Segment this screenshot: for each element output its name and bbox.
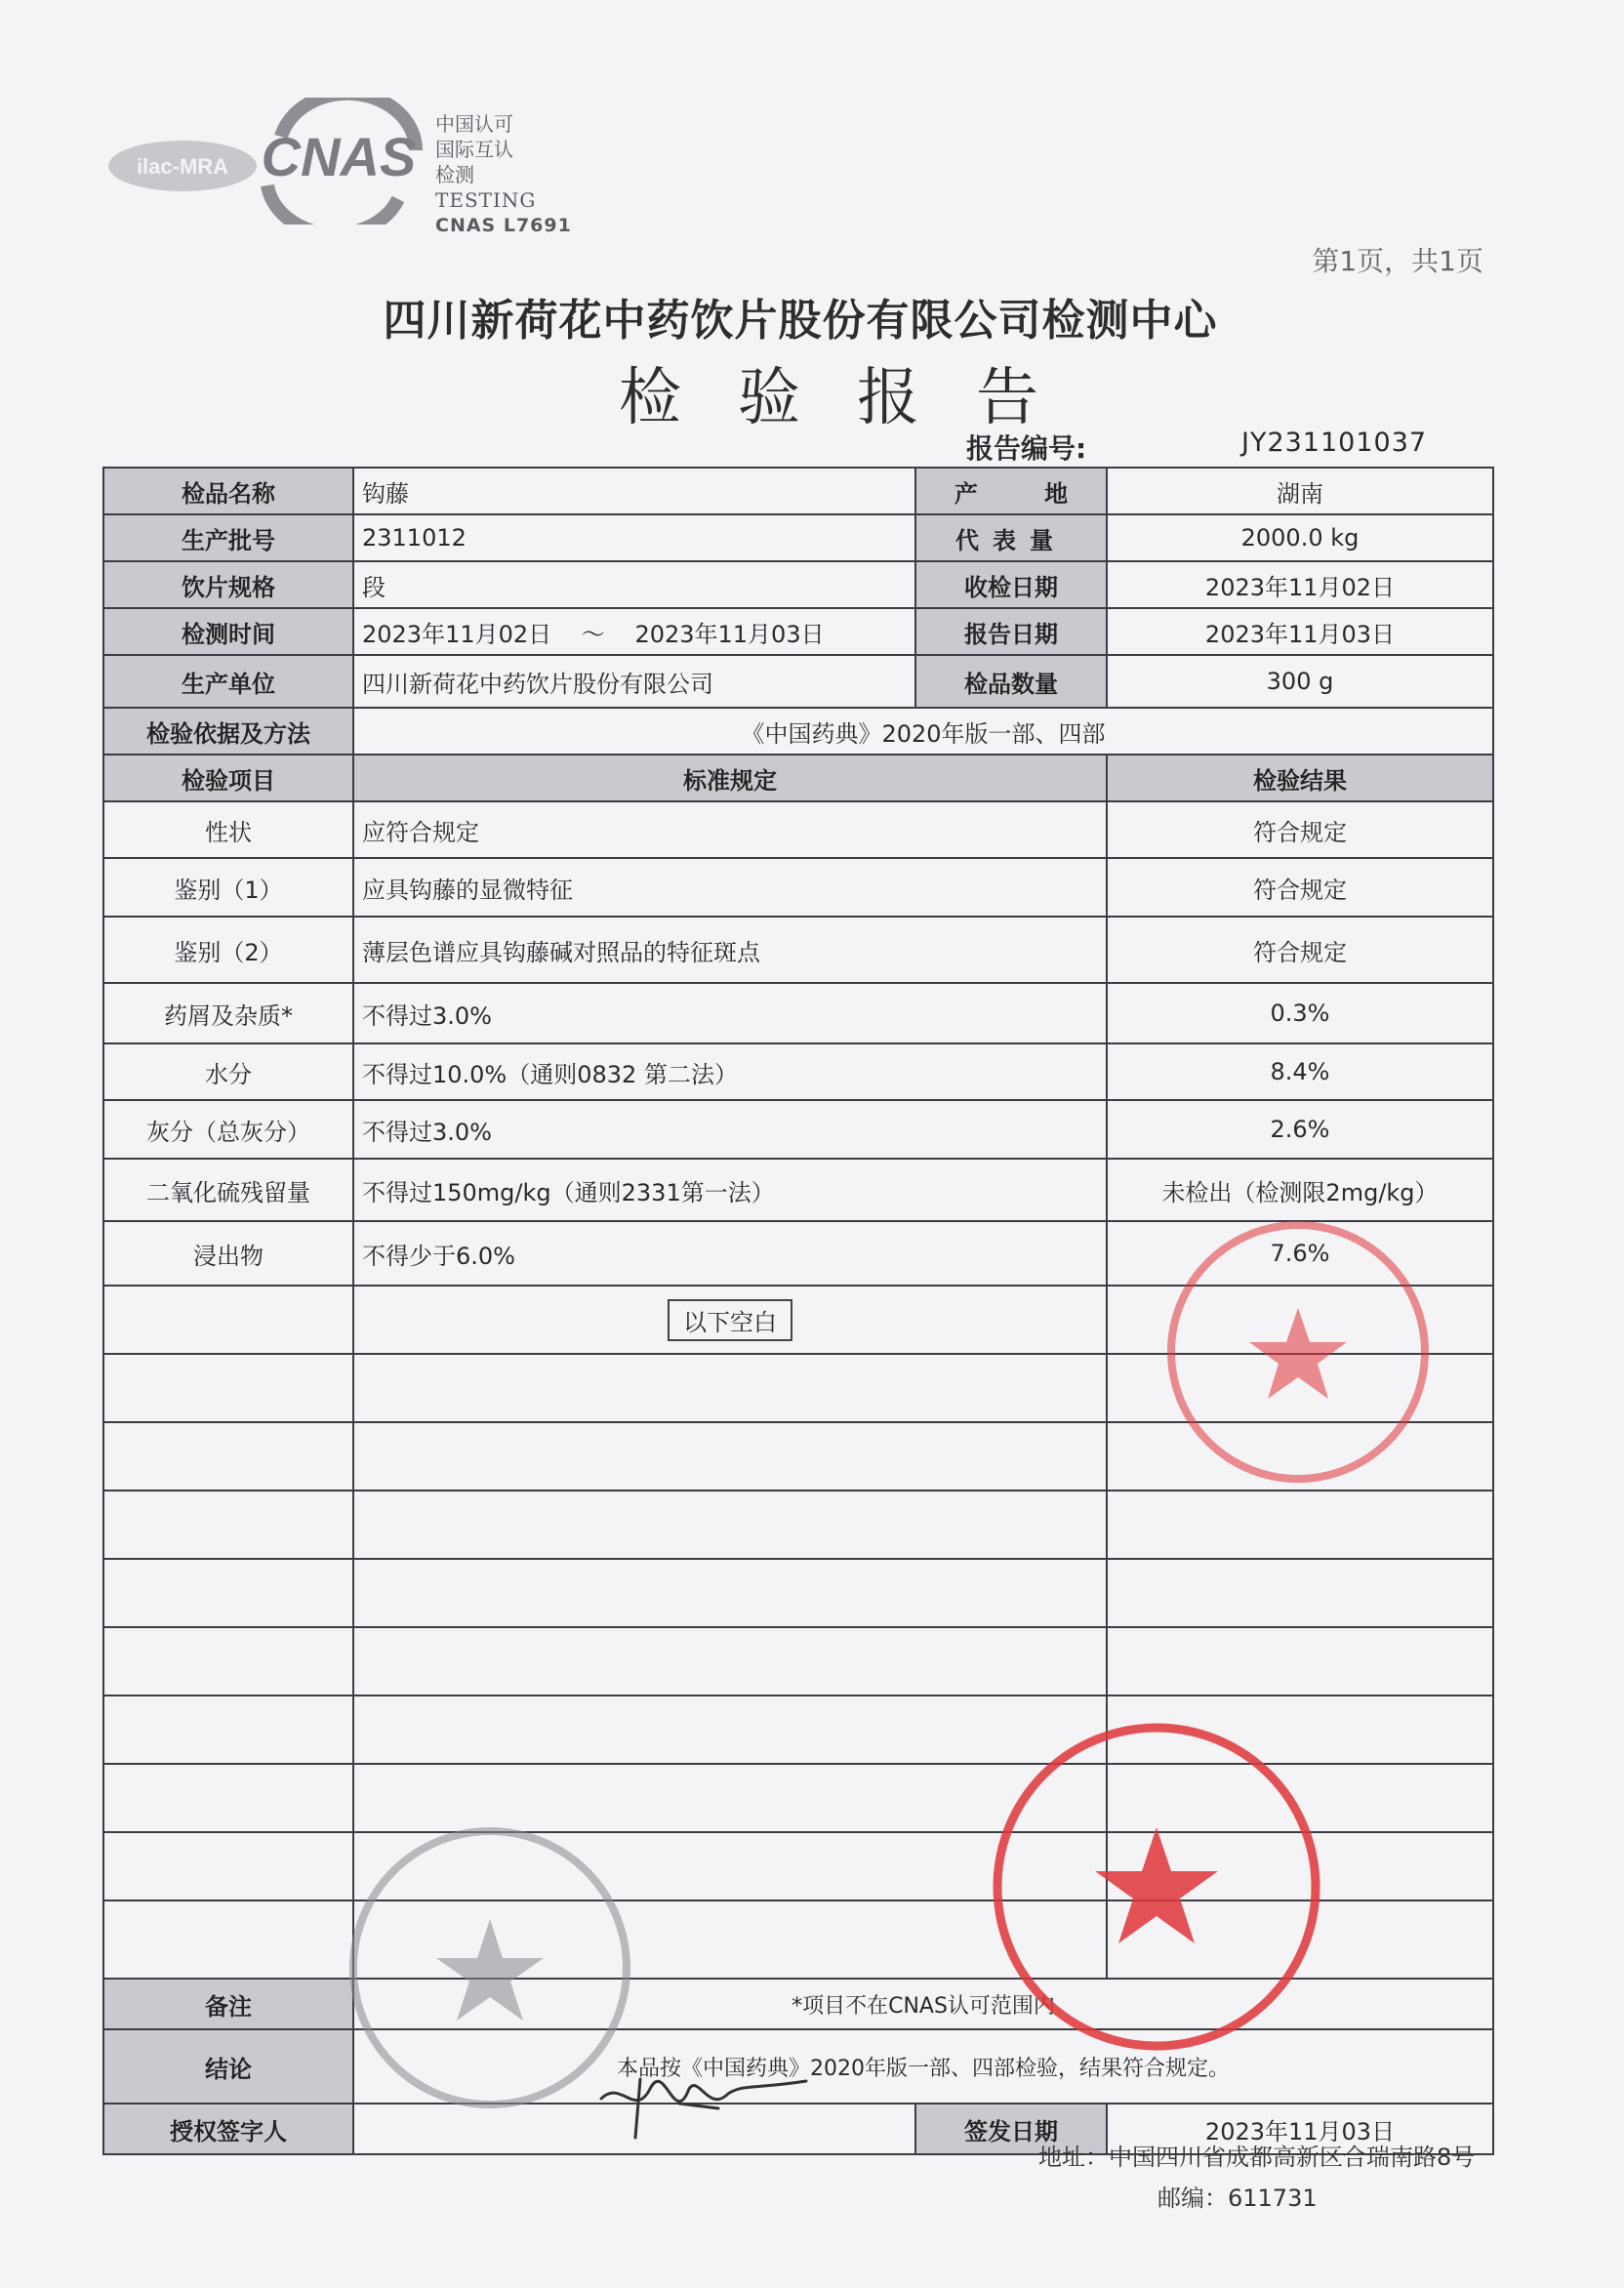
quantity-label-text: 代表量 [955, 526, 1067, 554]
empty-row [103, 1491, 1493, 1559]
origin-label [915, 468, 1107, 514]
empty-row [103, 1354, 1493, 1422]
cnas-logo [252, 98, 426, 225]
quantity-label [915, 514, 1107, 561]
table-row [103, 1100, 1493, 1159]
test-item: 浸出物 [103, 1221, 353, 1286]
represent-quantity: 2000.0 kg [1107, 514, 1493, 561]
remarks: *项目不在CNAS认可范围内 [353, 1979, 1493, 2029]
origin-label-text: 产 地 [954, 479, 1098, 508]
test-standard: 不得少于6.0% [353, 1221, 1107, 1286]
company-title: 四川新荷花中药饮片股份有限公司检测中心 [383, 296, 1218, 346]
test-standard: 应具钩藤的显微特征 [353, 858, 1107, 917]
test-item: 鉴别（1） [103, 858, 353, 917]
test-item: 灰分（总灰分） [103, 1100, 353, 1159]
report-date-label: 报告日期 [915, 608, 1107, 655]
cnas-line: 国际互认 [435, 138, 513, 161]
ilac-logo-text: ilac-MRA [136, 154, 229, 179]
test-result: 0.3% [1107, 983, 1493, 1043]
cnas-logo-text: CNAS [261, 126, 417, 187]
footer-postcode: 邮编：611731 [1157, 2185, 1318, 2212]
info-row [103, 468, 1493, 514]
conclusion-label: 结论 [103, 2029, 353, 2104]
test-separator: ～ [581, 620, 605, 648]
test-standard: 不得过3.0% [353, 983, 1107, 1043]
test-item: 二氧化硫残留量 [103, 1159, 353, 1221]
origin: 湖南 [1107, 468, 1493, 514]
spec-label: 饮片规格 [103, 561, 353, 608]
batch-number: 2311012 [353, 514, 915, 561]
blank-marker: 以下空白 [668, 1299, 792, 1341]
product-name: 钩藤 [353, 468, 915, 514]
remarks-label: 备注 [103, 1979, 353, 2029]
table-row [103, 983, 1493, 1043]
cnas-line: 检测 [435, 163, 474, 186]
test-item: 水分 [103, 1043, 353, 1100]
test-result: 符合规定 [1107, 858, 1493, 917]
basis: 《中国药典》2020年版一部、四部 [353, 708, 1493, 755]
table-row [103, 801, 1493, 858]
report-title: 检验报告 [619, 362, 1095, 434]
product-name-label: 检品名称 [103, 468, 353, 514]
sample-quantity: 300 g [1107, 655, 1493, 708]
maker-label: 生产单位 [103, 655, 353, 708]
receive-date: 2023年11月02日 [1107, 561, 1493, 608]
sample-quantity-label: 检品数量 [915, 655, 1107, 708]
maker: 四川新荷花中药饮片股份有限公司 [353, 655, 915, 708]
empty-row [103, 1900, 1493, 1979]
items-header-row [103, 755, 1493, 801]
test-result: 8.4% [1107, 1043, 1493, 1100]
cnas-accreditation-text [435, 111, 572, 238]
table-row [103, 1221, 1493, 1286]
ilac-mra-logo [105, 137, 260, 193]
blank-marker-cell [353, 1286, 1107, 1354]
test-standard: 不得过10.0%（通则0832 第二法） [353, 1043, 1107, 1100]
handwritten-signature [582, 2060, 826, 2147]
test-time [353, 608, 915, 655]
test-end: 2023年11月03日 [634, 620, 825, 648]
receive-date-label: 收检日期 [915, 561, 1107, 608]
empty-row [103, 1559, 1493, 1627]
test-standard: 不得过150mg/kg（通则2331第一法） [353, 1159, 1107, 1221]
page-number: 第1页，共1页 [1312, 245, 1483, 277]
empty-row [103, 1627, 1493, 1696]
report-number-label: 报告编号: [966, 432, 1087, 465]
empty-row [103, 1422, 1493, 1491]
cnas-line: 中国认可 [435, 112, 513, 136]
table-row [103, 1159, 1493, 1221]
cnas-line: TESTING [435, 188, 537, 212]
blank-marker-row [103, 1286, 1493, 1354]
test-item: 鉴别（2） [103, 917, 353, 983]
report-number: JY231101037 [1241, 428, 1428, 458]
issue-date-label: 签发日期 [915, 2104, 1107, 2154]
test-result: 未检出（检测限2mg/kg） [1107, 1159, 1493, 1221]
table-row [103, 1043, 1493, 1100]
standard-header: 标准规定 [353, 755, 1107, 801]
empty-row [103, 1764, 1493, 1832]
empty-row [103, 1696, 1493, 1764]
test-result: 7.6% [1107, 1221, 1493, 1286]
test-standard: 薄层色谱应具钩藤碱对照品的特征斑点 [353, 917, 1107, 983]
test-standard: 不得过3.0% [353, 1100, 1107, 1159]
info-row [103, 561, 1493, 608]
item-header: 检验项目 [103, 755, 353, 801]
test-result: 符合规定 [1107, 917, 1493, 983]
test-standard: 应符合规定 [353, 801, 1107, 858]
test-item: 药屑及杂质* [103, 983, 353, 1043]
cnas-code: CNAS L7691 [435, 215, 572, 236]
report-date: 2023年11月03日 [1107, 608, 1493, 655]
test-result: 2.6% [1107, 1100, 1493, 1159]
test-time-label: 检测时间 [103, 608, 353, 655]
test-result: 符合规定 [1107, 801, 1493, 858]
basis-row [103, 708, 1493, 755]
empty-row [103, 1832, 1493, 1900]
test-start: 2023年11月02日 [362, 620, 552, 648]
footer-address: 地址：中国四川省成都高新区合瑞南路8号 [1038, 2144, 1476, 2171]
test-item: 性状 [103, 801, 353, 858]
basis-label: 检验依据及方法 [103, 708, 353, 755]
result-header: 检验结果 [1107, 755, 1493, 801]
inspection-table [102, 467, 1494, 2155]
signer-label: 授权签字人 [103, 2104, 353, 2154]
info-row [103, 655, 1493, 708]
remarks-row [103, 1979, 1493, 2029]
issue-date: 2023年11月03日 [1107, 2104, 1493, 2154]
table-row [103, 858, 1493, 917]
info-row [103, 514, 1493, 561]
batch-label: 生产批号 [103, 514, 353, 561]
conclusion: 本品按《中国药典》2020年版一部、四部检验，结果符合规定。 [353, 2029, 1493, 2104]
table-row [103, 917, 1493, 983]
info-row [103, 608, 1493, 655]
spec: 段 [353, 561, 915, 608]
